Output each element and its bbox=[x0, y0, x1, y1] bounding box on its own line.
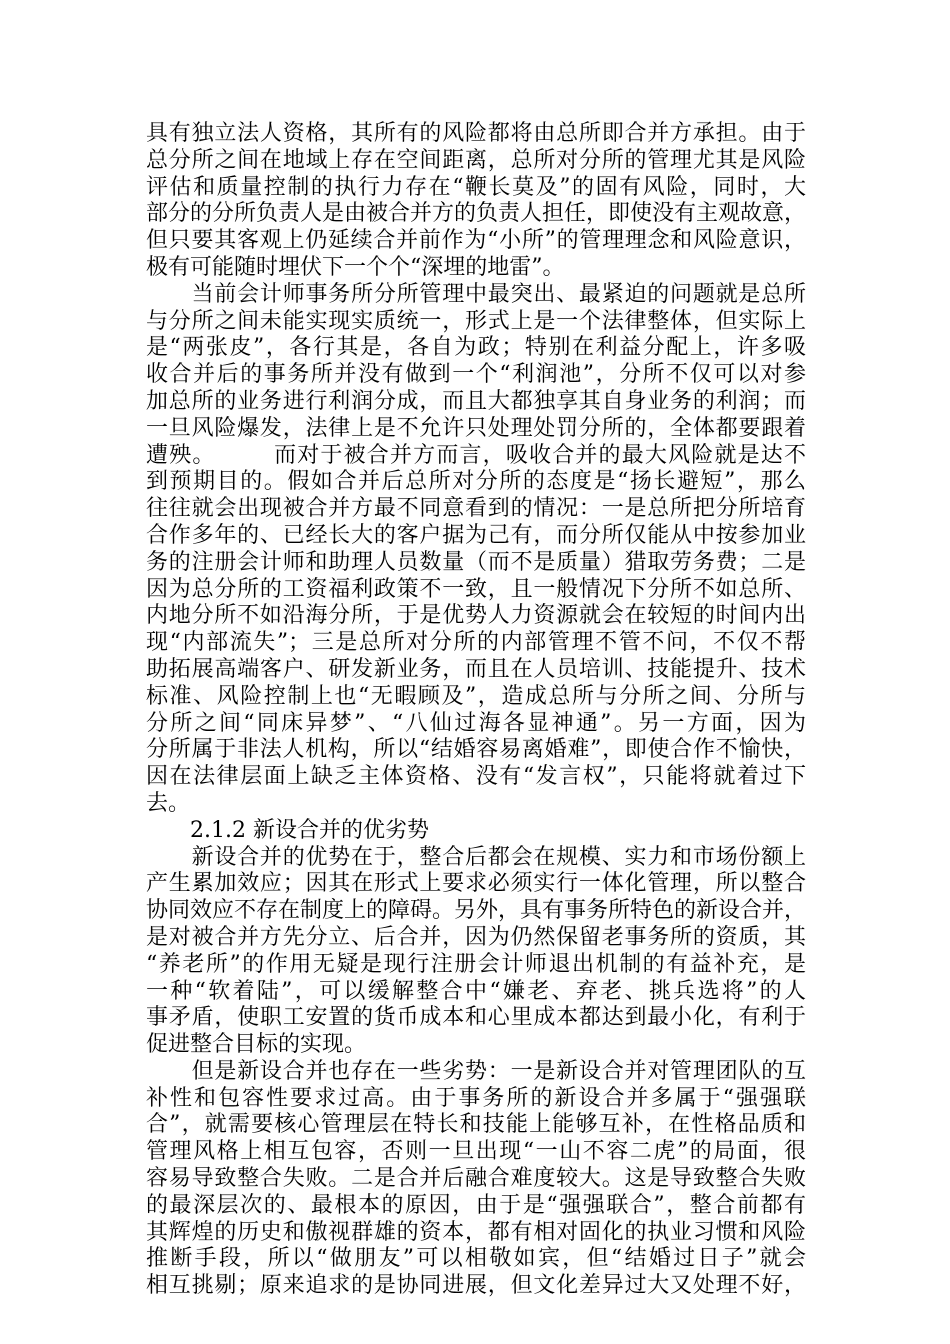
text-line: 促进整合目标的实现。 bbox=[146, 1032, 367, 1058]
text-line: 推断手段，所以“做朋友”可以相敬如宾，但“结婚过日子”就会 bbox=[146, 1246, 806, 1272]
text-line: 管理风格上相互包容，否则一旦出现“一山不容二虎”的局面，很 bbox=[146, 1139, 806, 1165]
text-line: 但只要其客观上仍延续合并前作为“小所”的管理理念和风险意识， bbox=[146, 228, 806, 254]
text-line: 协同效应不存在制度上的障碍。另外，具有事务所特色的新设合并， bbox=[146, 898, 807, 924]
text-line: 内地分所不如沿海分所，于是优势人力资源就会在较短的时间内出 bbox=[146, 603, 806, 629]
text-line: 一种“软着陆”，可以缓解整合中“嫌老、弃老、挑兵选将”的人 bbox=[146, 978, 806, 1004]
text-line: 到预期目的。假如合并后总所对分所的态度是“扬长避短”，那么 bbox=[146, 469, 806, 495]
text-line: 总分所之间在地域上存在空间距离，总所对分所的管理尤其是风险 bbox=[146, 147, 806, 173]
text-line: 新设合并的优势在于，整合后都会在规模、实力和市场份额上 bbox=[146, 844, 806, 870]
text-line: 具有独立法人资格，其所有的风险都将由总所即合并方承担。由于 bbox=[146, 121, 806, 146]
text-line: 与分所之间未能实现实质统一，形式上是一个法律整体，但实际上 bbox=[146, 308, 806, 334]
text-line: 遭殃。 而对于被合并方而言，吸收合并的最大风险就是达不 bbox=[146, 442, 806, 468]
text-line: 分所属于非法人机构，所以“结婚容易离婚难”，即使合作不愉快， bbox=[146, 737, 806, 763]
text-line: 因在法律层面上缺乏主体资格、没有“发言权”，只能将就着过下 bbox=[146, 764, 806, 790]
text-line: 当前会计师事务所分所管理中最突出、最紧迫的问题就是总所 bbox=[146, 281, 806, 307]
text-line: 的最深层次的、最根本的原因，由于是“强强联合”，整合前都有 bbox=[146, 1192, 806, 1218]
text-line: 一旦风险爆发，法律上是不允许只处理处罚分所的，全体都要跟着 bbox=[146, 415, 806, 441]
text-line: 部分的分所负责人是由被合并方的负责人担任，即使没有主观故意， bbox=[146, 201, 807, 227]
text-line: 极有可能随时埋伏下一个个“深埋的地雷”。 bbox=[146, 254, 565, 280]
text-line: 去。 bbox=[146, 790, 191, 816]
text-line: 加总所的业务进行利润分成，而且大都独享其自身业务的利润；而 bbox=[146, 388, 806, 414]
text-line: 是“两张皮”，各行其是，各自为政；特别在利益分配上，许多吸 bbox=[146, 335, 806, 361]
text-line: 分所之间“同床异梦”、“八仙过海各显神通”。另一方面，因为 bbox=[146, 710, 806, 736]
text-line: 但是新设合并也存在一些劣势：一是新设合并对管理团队的互 bbox=[146, 1058, 806, 1084]
text-line: 因为总分所的工资福利政策不一致，且一般情况下分所不如总所、 bbox=[146, 576, 806, 602]
text-line: 合”，就需要核心管理层在特长和技能上能够互补，在性格品质和 bbox=[146, 1112, 806, 1138]
text-line: 收合并后的事务所并没有做到一个“利润池”，分所不仅可以对参 bbox=[146, 362, 806, 388]
text-line: 是对被合并方先分立、后合并，因为仍然保留老事务所的资质，其 bbox=[146, 924, 806, 950]
text-line: 评估和质量控制的执行力存在“鞭长莫及”的固有风险，同时，大 bbox=[146, 174, 806, 200]
text-line: 产生累加效应；因其在形式上要求必须实行一体化管理，所以整合 bbox=[146, 871, 806, 897]
text-line: 标准、风险控制上也“无暇顾及”，造成总所与分所之间、分所与 bbox=[146, 683, 806, 709]
document-body bbox=[146, 121, 806, 1300]
text-line: 事矛盾，使职工安置的货币成本和心里成本都达到最小化，有利于 bbox=[146, 1005, 806, 1031]
text-line: 助拓展高端客户、研发新业务，而且在人员培训、技能提升、技术 bbox=[146, 656, 806, 682]
text-line: 2.1.2 新设合并的优劣势 bbox=[146, 817, 429, 843]
text-line: 其辉煌的历史和傲视群雄的资本，都有相对固化的执业习惯和风险 bbox=[146, 1219, 806, 1245]
text-line: 合作多年的、已经长大的客户据为己有，而分所仅能从中按参加业 bbox=[146, 522, 806, 548]
text-line: 容易导致整合失败。二是合并后融合难度较大。这是导致整合失败 bbox=[146, 1166, 806, 1192]
text-line: 务的注册会计师和助理人员数量（而不是质量）猎取劳务费；二是 bbox=[146, 549, 806, 575]
text-line: 现“内部流失”；三是总所对分所的内部管理不管不问，不仅不帮 bbox=[146, 630, 806, 656]
text-line: 相互挑剔；原来追求的是协同进展，但文化差异过大又处理不好， bbox=[146, 1273, 806, 1299]
text-line: “养老所”的作用无疑是现行注册会计师退出机制的有益补充，是 bbox=[146, 951, 806, 977]
text-line: 补性和包容性要求过高。由于事务所的新设合并多属于“强强联 bbox=[146, 1085, 806, 1111]
text-line: 往往就会出现被合并方最不同意看到的情况：一是总所把分所培育 bbox=[146, 496, 806, 522]
